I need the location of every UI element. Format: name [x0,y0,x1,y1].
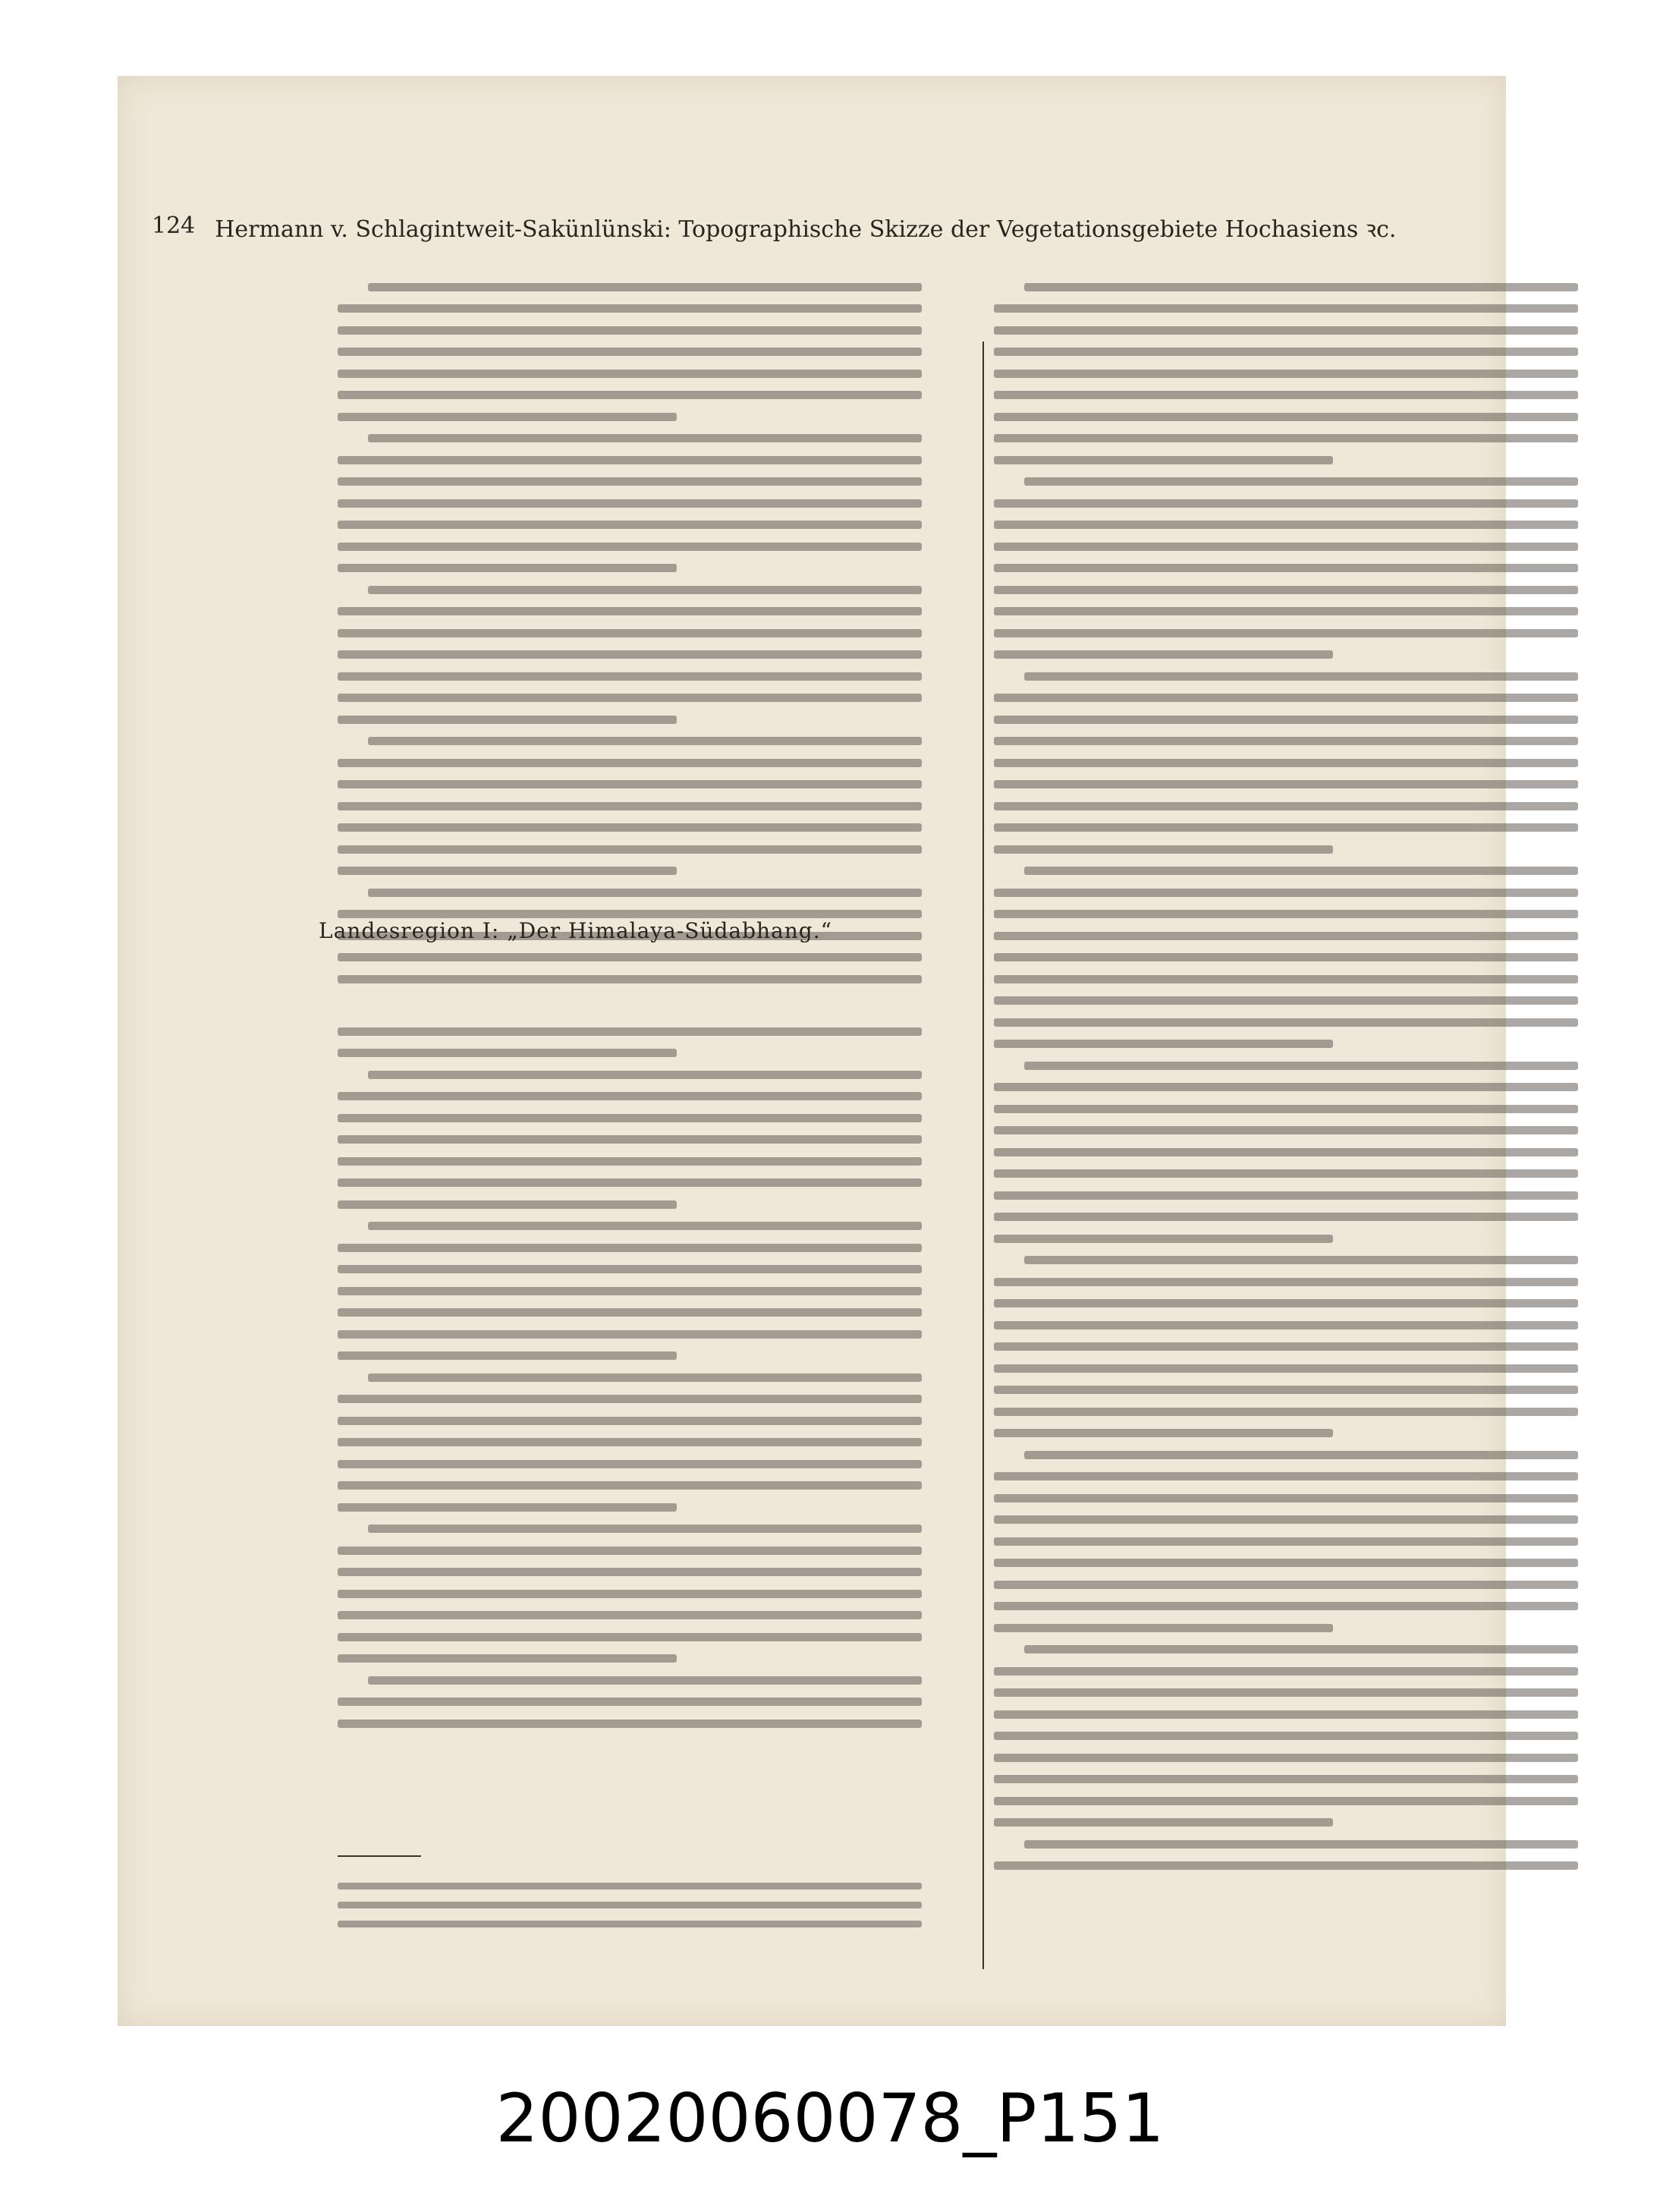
text-line [338,456,922,464]
text-line [994,1710,1578,1719]
text-line [994,607,1578,615]
text-line [338,1114,922,1122]
text-line [338,1720,922,1728]
text-line [1024,283,1578,291]
text-line [994,1602,1578,1610]
text-line [994,823,1578,832]
text-line [338,1244,922,1252]
text-line [994,1688,1578,1697]
text-line [338,1308,922,1317]
text-line [338,1092,922,1100]
text-line [994,1861,1578,1870]
text-line [338,413,677,421]
text-line [338,629,922,637]
text-line [338,543,922,551]
text-line [994,910,1578,918]
text-line [994,1818,1333,1827]
text-line [338,1547,922,1555]
text-line [338,1590,922,1598]
text-line [994,521,1578,529]
right-column [994,269,1578,1825]
text-line [994,650,1333,659]
text-line [994,1515,1578,1524]
text-line [994,1494,1578,1502]
text-line [368,1373,922,1382]
text-line [338,1633,922,1641]
text-line [994,759,1578,767]
text-line [994,932,1578,940]
text-line [994,370,1578,378]
text-line [994,1386,1578,1394]
text-line [994,1559,1578,1567]
text-line [338,391,922,399]
text-line [1024,1840,1578,1849]
text-line [368,1222,922,1230]
text-line [338,1883,922,1889]
text-line [368,586,922,594]
section-heading: Landesregion I: „Der Himalaya-Südabhang.“ [319,918,832,943]
text-line [338,1654,677,1663]
text-line [994,845,1333,854]
page-number: 124 [152,212,196,239]
text-line [994,1754,1578,1762]
text-line [994,1235,1333,1243]
footnote-rule [338,1855,421,1857]
text-line [338,607,922,615]
text-line [1024,1256,1578,1264]
text-line [338,1330,922,1339]
text-line [994,975,1578,983]
text-line [338,1611,922,1619]
text-line [338,370,922,378]
text-line [994,1364,1578,1373]
text-line [338,499,922,508]
text-line [994,348,1578,356]
text-line [1024,1062,1578,1070]
text-line [994,1018,1578,1027]
text-line [994,694,1578,702]
text-line [994,1775,1578,1783]
text-line [338,1049,677,1057]
text-line [338,1503,677,1512]
text-line [994,1537,1578,1546]
text-line [994,434,1578,442]
running-title: Hermann v. Schlagintweit-Sakünlünski: Topographische Skizze der Vegetationsgebiete Hochasiens ꝛc. [215,216,1397,243]
text-line [368,1071,922,1079]
text-line [338,953,922,961]
text-line [338,1438,922,1446]
text-line [1024,867,1578,875]
text-line [338,1027,922,1036]
text-line [338,1287,922,1295]
text-line [338,1698,922,1706]
text-line [338,780,922,788]
text-line [994,1342,1578,1351]
text-line [994,391,1578,399]
text-line [994,1429,1333,1437]
text-line [338,1921,922,1927]
text-line [338,759,922,767]
text-line [994,1278,1578,1286]
text-line [994,1472,1578,1480]
text-line [994,1083,1578,1091]
barcode-label: 20020060078_P151 [495,2079,1165,2157]
text-line [994,1408,1578,1416]
text-line [994,1797,1578,1805]
text-line [368,737,922,745]
text-line [994,716,1578,724]
text-line [338,1460,922,1468]
text-line [994,1624,1333,1632]
text-line [338,348,922,356]
text-line [338,477,922,486]
text-line [994,564,1578,572]
text-line [994,1169,1578,1178]
text-line [368,889,922,897]
text-line [338,1178,922,1187]
text-line [994,1299,1578,1307]
text-line [338,1902,922,1908]
text-line [368,283,922,291]
text-line [994,1191,1578,1200]
text-line [338,975,922,983]
text-line [338,910,922,918]
text-line [338,845,922,854]
text-line [338,1395,922,1403]
text-line [338,1135,922,1144]
text-line [994,586,1578,594]
running-header [152,212,1472,244]
text-line [338,1568,922,1576]
text-line [994,543,1578,551]
column-divider [982,341,984,1969]
scanned-page [118,76,1506,2026]
text-line [994,1105,1578,1113]
text-line [338,672,922,681]
text-line [338,326,922,335]
text-line [994,996,1578,1005]
text-line [994,456,1333,464]
text-line [368,434,922,442]
text-line [338,1417,922,1425]
text-line [994,413,1578,421]
left-column [338,269,922,1825]
text-line [338,823,922,832]
text-line [994,1213,1578,1221]
text-line [994,326,1578,335]
text-line [994,780,1578,788]
text-line [368,1524,922,1533]
text-line [338,564,677,572]
text-line [994,1126,1578,1134]
text-line [994,1040,1333,1048]
text-line [338,1157,922,1166]
text-line [338,1200,677,1209]
text-line [994,953,1578,961]
text-line [338,716,677,724]
text-line [1024,1645,1578,1653]
text-line [994,1321,1578,1329]
text-line [994,1148,1578,1156]
text-line [994,737,1578,745]
text-line [994,889,1578,897]
text-line [338,304,922,313]
text-line [1024,1451,1578,1459]
text-line [1024,672,1578,681]
text-line [994,1581,1578,1589]
footnote [338,1871,922,1927]
text-line [994,802,1578,810]
text-line [338,694,922,702]
text-line [994,629,1578,637]
text-line [994,304,1578,313]
text-line [994,1667,1578,1676]
text-line [338,802,922,810]
text-line [1024,477,1578,486]
text-line [994,499,1578,508]
text-line [368,1676,922,1685]
text-line [338,650,922,659]
text-line [338,1351,677,1360]
text-line [338,1481,922,1490]
text-line [994,1732,1578,1740]
text-line [338,521,922,529]
text-line [338,867,677,875]
text-line [338,1265,922,1273]
